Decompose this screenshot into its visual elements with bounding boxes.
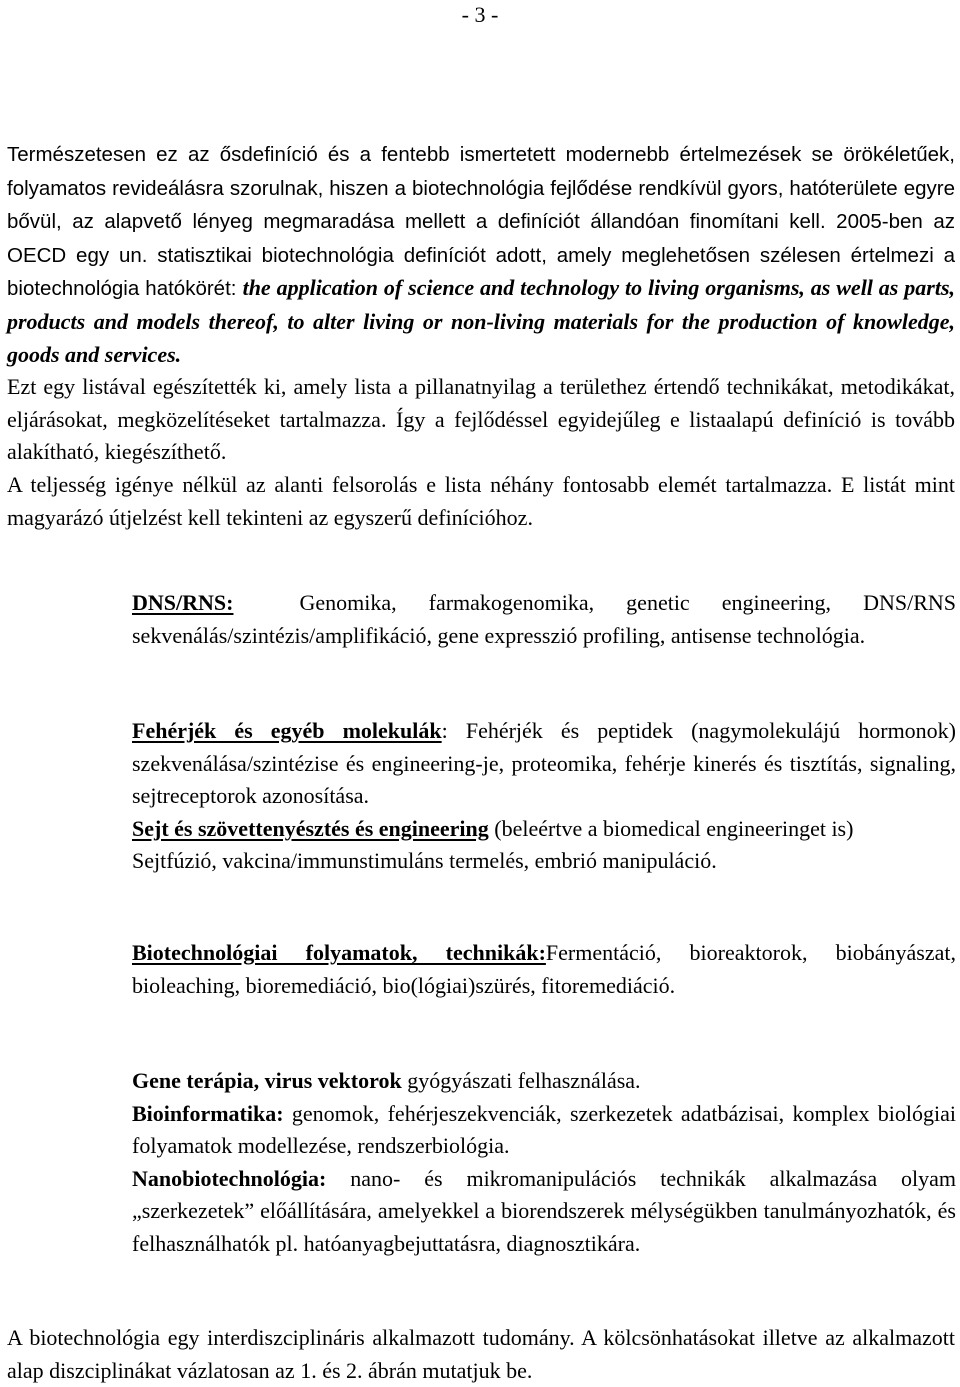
nano-item [132, 1163, 956, 1261]
closing-section [7, 1322, 955, 1387]
list-explanation-paragraph: Ezt egy listával egészítették ki, amely lista a pillanatnyilag a területhez értendő technikákat, metodikákat, eljárásokat, megközelítéseket tartalmazza. Így a fejlődéssel egyidejűleg e listaalapú definíció is tovább alakítható, kiegészíthető. [7, 374, 955, 465]
list-scope-paragraph: A teljesség igénye nélkül az alanti felsorolás e lista néhány fontosabb elemét tartalmazza. E listát mint magyarázó útjelzést kell tekinteni az egyszerű definícióhoz. [7, 471, 955, 530]
dns-text: Genomika, farmakogenomika, genetic engineering, DNS/RNS sekvenálás/szintézis/amplifikáció, gene expresszió profiling, antisense technológia. [132, 590, 956, 648]
nano-text: nano- és mikromanipulációs technikák alkalmazása olyam „szerkezetek” előállítására, amelyekkel a biorendszerek mélységükben tanulmányozhatók, és felhasználhatók pl. hatóanyagbejuttatásra, diagnosztikára. [132, 1165, 956, 1256]
intro-section [7, 138, 955, 534]
gene-item [132, 1065, 956, 1261]
gene-text: gyógyászati felhasználása. [401, 1068, 641, 1093]
process-label: Biotechnológiai folyamatok, technikák: [132, 940, 546, 965]
bioinfo-item [132, 1098, 956, 1163]
cell-text: (beleértve a biomedical engineeringet is) [488, 815, 854, 841]
process-text: Fermentáció, bioreaktorok, biobányászat, bioleaching, bioremediáció, bio(lógiai)szürés, fitoremediáció. [132, 940, 956, 998]
dns-item [132, 587, 956, 652]
bioinfo-text: genomok, fehérjeszekvenciák, szerkezetek adatbázisai, komplex biológiai folyamatok modellezése, rendszerbiológia. [132, 1100, 956, 1159]
oecd-definition-quote: the application of science and technology to living organisms, as well as parts, products and models thereof, to alter living or non-living materials for the production of knowledge, goods and services. [7, 275, 956, 367]
protein-item [132, 715, 956, 878]
cell-text-line2: Sejtfúzió, vakcina/immunstimuláns termelés, embrió manipuláció. [132, 848, 717, 874]
dns-label: DNS/RNS: [132, 590, 234, 615]
protein-label: Fehérjék és egyéb molekulák [132, 718, 442, 743]
gene-label: Gene terápia, virus vektorok [132, 1068, 402, 1093]
process-item [132, 937, 956, 1002]
closing-paragraph: A biotechnológia egy interdiszciplináris alkalmazott tudomány. A kölcsönhatásokat illetve az alkalmazott alap diszciplinákat vázlatosan az 1. és 2. ábrán mutatjuk be. [7, 1325, 955, 1383]
page-number: - 3 - [461, 2, 499, 27]
protein-text: : Fehérjék és peptidek (nagymolekulájú hormonok) szekvenálása/szintézise és engineering-je, proteomika, fehérje kinerés és tisztítás, signaling, sejtreceptorok azonosítása. [132, 718, 957, 809]
bioinfo-label: Bioinformatika: [132, 1100, 284, 1126]
nano-label: Nanobiotechnológia: [132, 1165, 327, 1191]
cell-label: Sejt és szövettenyésztés és engineering [132, 815, 489, 841]
intro-paragraph [7, 138, 955, 371]
intro-text: Természetesen ez az ősdefiníció és a fentebb ismertetett modernebb értelmezések se örökéletűek, folyamatos revideálásra szorulnak, hiszen a biotechnológia fejlődése rendkívül gyors, hatóterülete egyre bővül, az alapvető lényeg megmaradása mellett a definíciót állandóan finomítani kell. 2005-ben az OECD egy un. statisztikai biotechnológia definíciót adott, amely meglehetősen szélesen értelmezi a biotechnológia hatókörét: [7, 143, 955, 301]
